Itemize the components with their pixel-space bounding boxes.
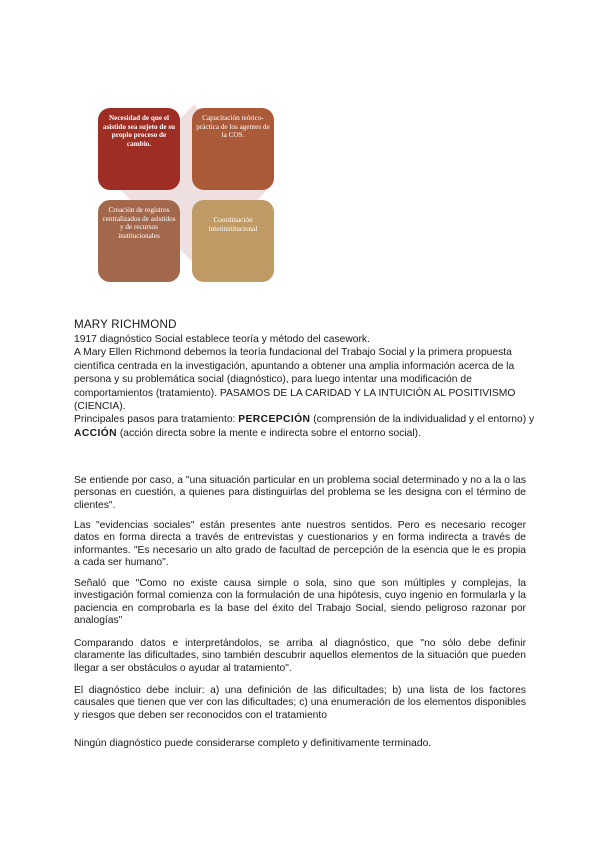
pasos-paragraph	[74, 413, 544, 440]
pasos-text: (comprensión de la individualidad y el entorno) y	[310, 414, 535, 426]
intro-paragraph: A Mary Ellen Richmond debemos la teoría fundacional del Trabajo Social y la primera propuesta científica centrada en la investigación, apuntando a obtener una amplia información acerca de la persona y su problemática social (diagnóstico), para luego intentar una modificación de comportamientos (tratamiento). PASAMOS DE LA CARIDAD Y LA INTUICIÓN AL POSITIVISMO (CIENCIA).	[74, 347, 516, 413]
paragraph-evidencias: Las "evidencias sociales" están presentes ante nuestros sentidos. Pero es necesario recoger datos en forma directa a través de entrevistas y cuestionarios y en forma indirecta a través de informantes. "Es necesario un alto grado de facultad de percepción de la esencia que le es propia a cada ser humano".	[74, 520, 526, 569]
paragraph-ningun: Ningún diagnóstico puede considerarse completo y definitivamente terminado.	[74, 738, 432, 749]
pasos-text: (acción directa sobre la mente e indirecta sobre el entorno social).	[117, 427, 421, 439]
cycle-diagram	[96, 86, 276, 284]
section-heading: MARY RICHMOND	[74, 318, 177, 331]
intro-line: 1917 diagnóstico Social establece teoría y método del casework.	[74, 334, 370, 345]
diagram-box-necesidad: Necesidad de que el asistido sea sujeto de su propio proceso de cambio.	[98, 108, 180, 190]
percepcion-term: PERCEPCIÓN	[238, 414, 311, 426]
pasos-text: Principales pasos para tratamiento:	[74, 414, 239, 426]
intro-block	[74, 333, 544, 440]
paragraph-comparando: Comparando datos e interpretándolos, se arriba al diagnóstico, que "no sólo debe definir claramente las dificultades, sino también descubrir aquellos elementos de la situación que pueden llegar a ser obstáculos o ayudar al tratamiento".	[74, 638, 526, 674]
paragraph-diagnostico: El diagnóstico debe incluir: a) una definición de las dificultades; b) una lista de los factores causales que tienen que ver con las dificultades; c) una enumeración de los elementos disponibles y riesgos que deben ser reconocidos con el tratamiento	[74, 685, 526, 721]
diagram-box-coordinacion: Coordinación interinstitucional	[192, 200, 274, 282]
diagram-box-registros: Creación de registros centralizados de asistidos y de recursos institucionales	[98, 200, 180, 282]
accion-term: ACCIÓN	[74, 427, 118, 439]
diagram-box-capacitacion: Capacitación teórico-práctica de los agentes de la COS.	[192, 108, 274, 190]
paragraph-caso: Se entiende por caso, a "una situación particular en un problema social determinado y no a la o las personas en cuestión, a quienes para distinguirlas del problema se les designa con el término de clientes".	[74, 475, 526, 511]
paragraph-causas: Señaló que "Como no existe causa simple o sola, sino que son múltiples y complejas, la investigación formal comienza con la formulación de una hipótesis, cuyo ingenio en formularla y la paciencia en comprobarla es la base del éxito del Trabajo Social, siendo peligroso razonar por analogías"	[74, 578, 526, 627]
